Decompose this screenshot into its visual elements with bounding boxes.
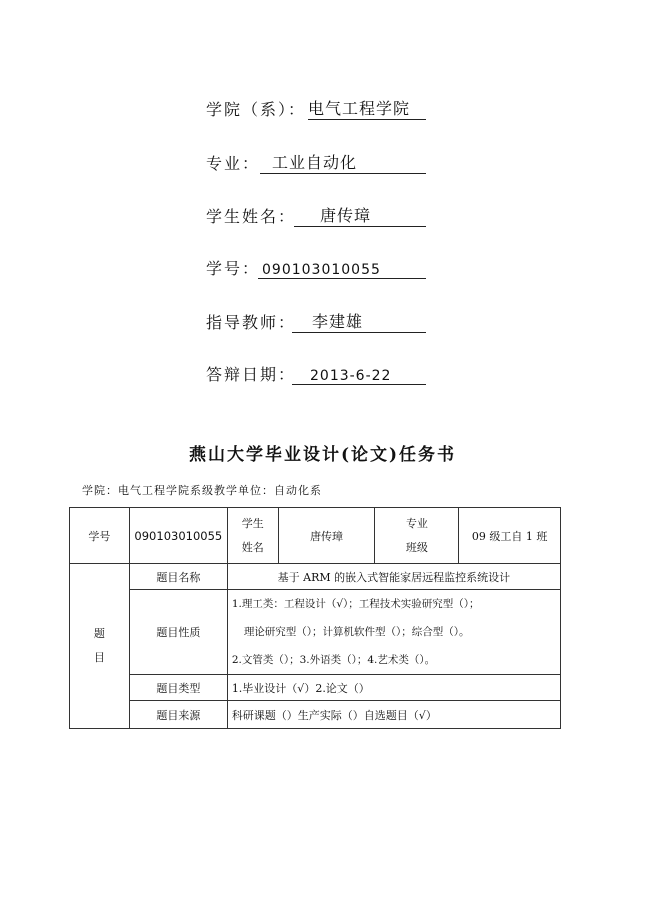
student-name-label-cell [227, 508, 278, 564]
topic-name-value: 基于 ARM 的嵌入式智能家居远程监控系统设计 [227, 564, 560, 590]
defense-date-field [206, 361, 392, 385]
nature-line-2: 理论研究型（）；计算机软件型（）；综合型（）。 [243, 626, 470, 638]
major-field [206, 150, 358, 174]
college-field [206, 96, 411, 120]
defense-date-value: 2013-6-22 [292, 363, 426, 385]
class-label-line2: 班级 [405, 540, 428, 554]
major-value: 工业自动化 [260, 152, 426, 174]
topic-type-value: 1.毕业设计（√）2.论文（） [227, 675, 560, 701]
topic-source-label: 题目来源 [129, 701, 227, 729]
defense-date-label: 答辩日期： [206, 365, 297, 384]
nature-line-3: 2.文管类（）；3.外语类（）；4.艺术类（）。 [231, 654, 436, 666]
college-value: 电气工程学院 [308, 97, 426, 120]
topic-type-label: 题目类型 [129, 675, 227, 701]
topic-source-row [70, 701, 561, 729]
topic-name-row [70, 564, 561, 590]
task-form-table [69, 507, 561, 729]
student-id-field [206, 255, 381, 279]
advisor-value: 李建雄 [292, 311, 426, 333]
student-id-value-cell: 090103010055 [129, 508, 227, 564]
class-value-cell: 09 级工自 1 班 [459, 508, 561, 564]
major-label: 专业： [206, 154, 261, 173]
topic-group-char1: 题 [93, 627, 105, 640]
topic-nature-value [227, 590, 560, 675]
advisor-label: 指导教师： [206, 313, 297, 332]
student-name-value-cell: 唐传璋 [278, 508, 375, 564]
student-id-label: 学号： [206, 259, 261, 278]
advisor-field [206, 309, 364, 333]
student-name-field [206, 203, 372, 227]
unit-line: 学院：电气工程学院系级教学单位：自动化系 [82, 484, 322, 497]
topic-type-row [70, 675, 561, 701]
topic-group-char2: 目 [93, 651, 105, 664]
student-id-label-cell: 学号 [70, 508, 130, 564]
topic-source-value: 科研课题（）生产实际（）自选题目（√） [227, 701, 560, 729]
major-label-line1: 专业 [405, 516, 428, 530]
task-book-title: 燕山大学毕业设计(论文)任务书 [188, 445, 457, 465]
nature-line-1: 1.理工类：工程设计（√）；工程技术实验研究型（）； [231, 598, 480, 610]
student-name-label-line2: 姓名 [241, 540, 264, 554]
topic-name-label: 题目名称 [129, 564, 227, 590]
college-label: 学院（系）： [206, 100, 307, 119]
student-name-label-line1: 学生 [241, 516, 264, 530]
topic-nature-label: 题目性质 [129, 590, 227, 675]
student-name-value: 唐传璋 [294, 205, 426, 227]
topic-nature-row [70, 590, 561, 675]
student-name-label: 学生姓名： [206, 207, 297, 226]
major-class-label-cell [375, 508, 459, 564]
student-id-value: 090103010055 [258, 257, 426, 279]
topic-group-cell [70, 564, 130, 729]
student-info-row [70, 508, 561, 564]
